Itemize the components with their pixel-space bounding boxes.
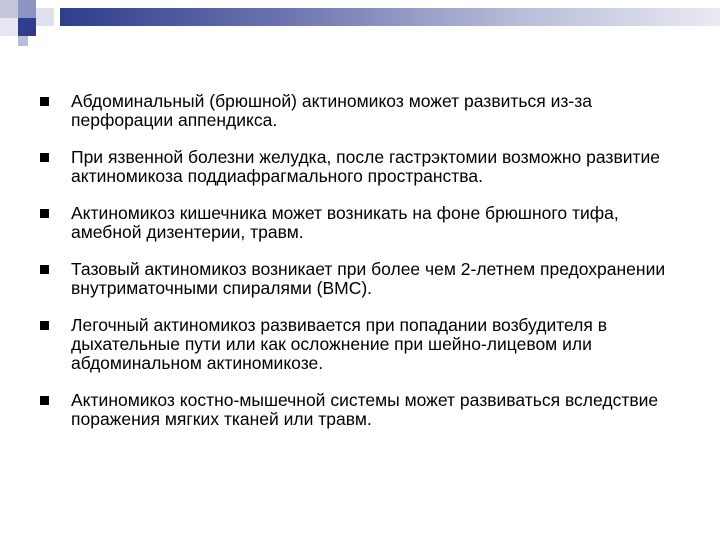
bullet-text: Тазовый актиномикоз возникает при более чем 2-летнем предохранении внутриматочными спиралями (ВМС). <box>71 259 666 298</box>
list-item <box>40 204 690 242</box>
bullet-list <box>40 92 690 447</box>
square-bullet-icon <box>40 153 49 162</box>
bullet-text: Легочный актиномикоз развивается при попадании возбудителя в дыхательные пути или как осложнение при шейно-лицевом или абдоминальном актиномикозе. <box>71 315 608 373</box>
square-bullet-icon <box>40 97 49 106</box>
decor-square <box>0 18 18 36</box>
decor-square <box>18 0 36 18</box>
square-bullet-icon <box>40 321 49 330</box>
square-bullet-icon <box>40 265 49 274</box>
bullet-text: Абдоминальный (брюшной) актиномикоз может развиться из-за перфорации аппендикса. <box>71 91 593 130</box>
decor-square <box>18 18 36 36</box>
decor-square <box>36 8 54 26</box>
list-item <box>40 260 690 298</box>
square-bullet-icon <box>40 396 49 405</box>
list-item <box>40 92 690 130</box>
list-item <box>40 316 690 373</box>
bullet-text: Актиномикоз костно-мышечной системы может развиваться вследствие поражения мягких тканей или травм. <box>71 390 659 429</box>
decor-square <box>18 36 28 46</box>
decor-square <box>0 0 18 18</box>
bullet-text: Актиномикоз кишечника может возникать на фоне брюшного тифа, амебной дизентерии, травм. <box>71 203 619 242</box>
list-item <box>40 148 690 186</box>
header-gradient-bar <box>60 8 720 26</box>
list-item <box>40 391 690 429</box>
square-bullet-icon <box>40 209 49 218</box>
bullet-text: При язвенной болезни желудка, после гастрэктомии возможно развитие актиномикоза поддиафрагмального пространства. <box>71 147 661 186</box>
